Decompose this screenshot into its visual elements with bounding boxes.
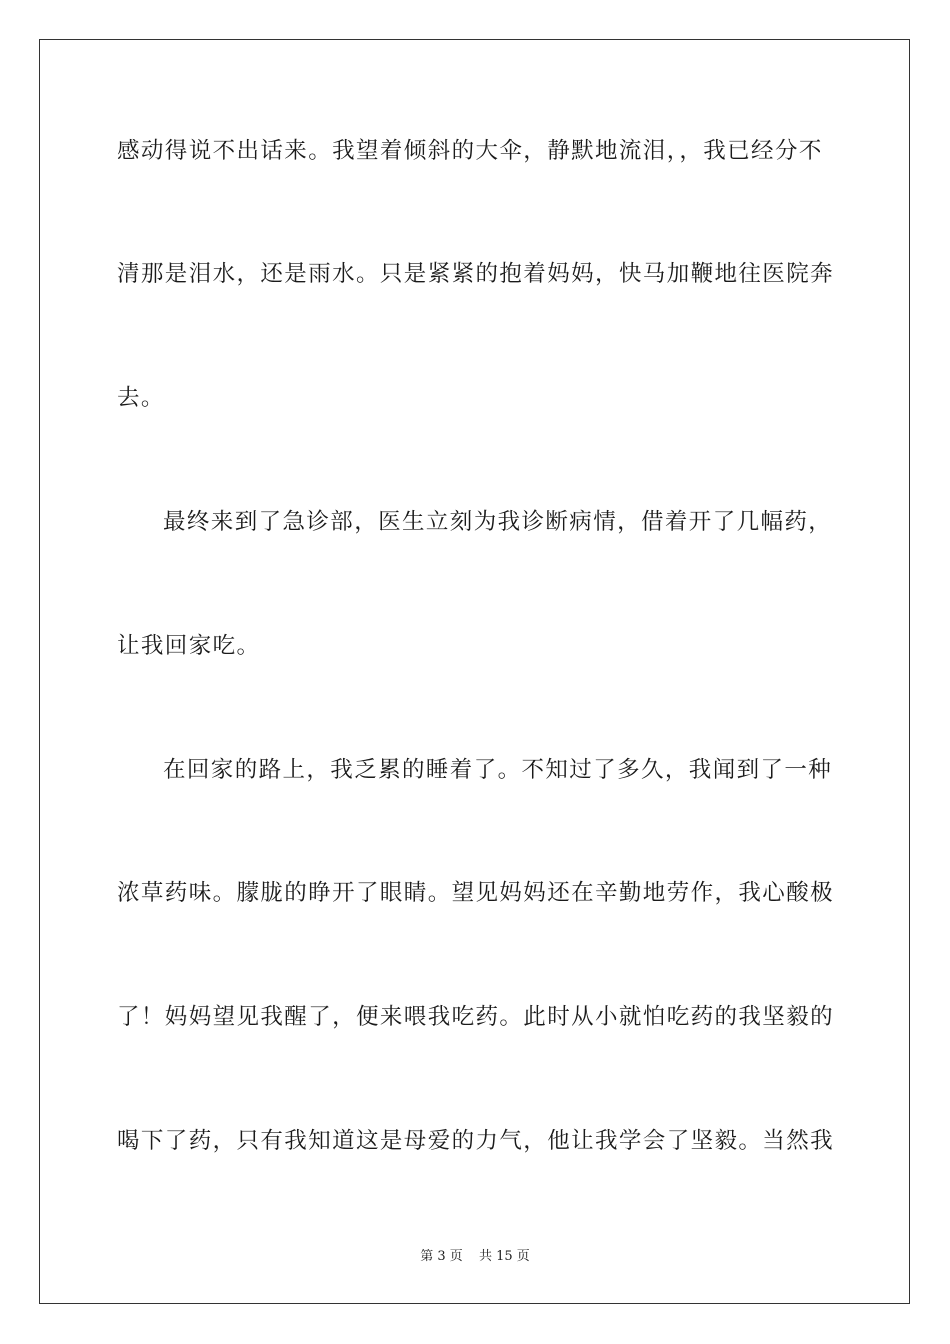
text-line-8: 了！妈妈望见我醒了，便来喂我吃药。此时从小就怕吃药的我坚毅的	[117, 1004, 835, 1030]
text-line-1: 感动得说不出话来。我望着倾斜的大伞，静默地流泪，，我已经分不	[117, 138, 823, 164]
text-line-4: 最终来到了急诊部，医生立刻为我诊断病情，借着开了几幅药，	[163, 509, 833, 535]
text-line-3: 去。	[117, 385, 165, 411]
text-line-5: 让我回家吃。	[117, 633, 261, 659]
text-line-7: 浓草药味。朦胧的睁开了眼睛。望见妈妈还在辛勤地劳作，我心酸极	[117, 880, 835, 906]
page-border	[39, 39, 910, 1304]
text-line-9: 喝下了药，只有我知道这是母爱的力气，他让我学会了坚毅。当然我	[117, 1128, 835, 1154]
page-footer	[0, 1249, 950, 1265]
text-line-6: 在回家的路上，我乏累的睡着了。不知过了多久，我闻到了一种	[163, 757, 833, 783]
text-line-2: 清那是泪水，还是雨水。只是紧紧的抱着妈妈，快马加鞭地往医院奔	[117, 261, 835, 287]
total-pages: 共 15 页	[478, 1249, 530, 1264]
page-number: 第 3 页	[420, 1249, 463, 1264]
